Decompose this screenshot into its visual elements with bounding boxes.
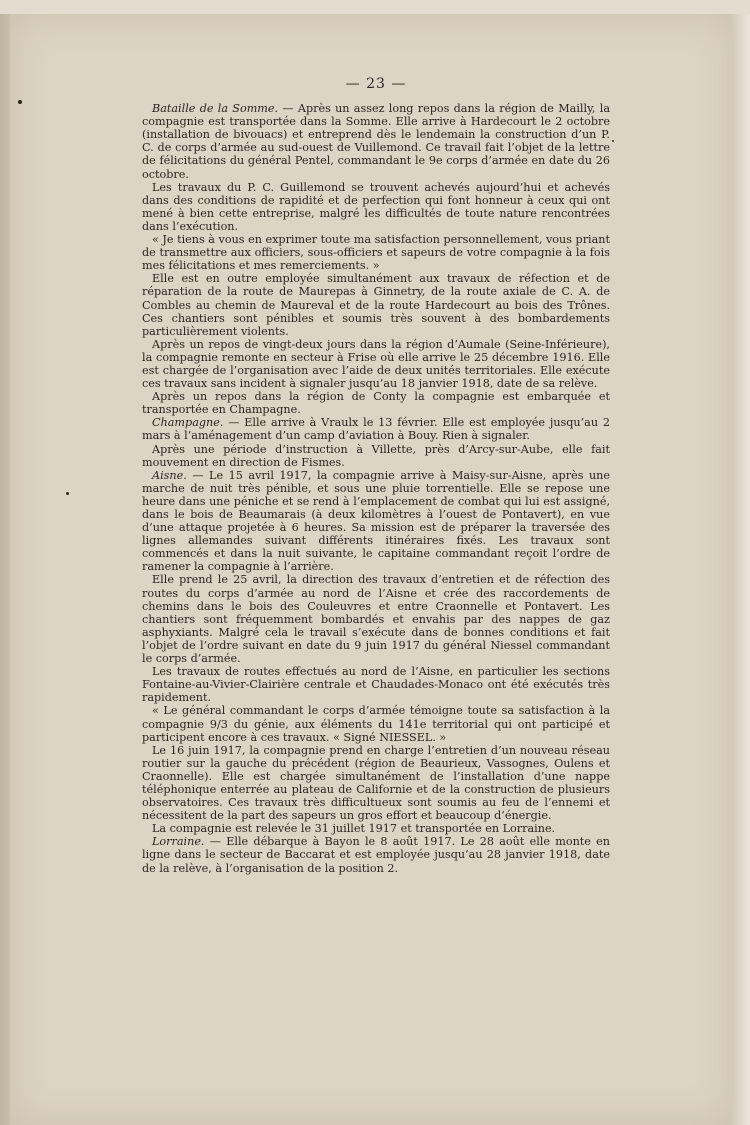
paragraph-text: Les travaux de routes effectués au nord de l’Aisne, en particulier les sections Fontaine-au-Vivier-Clairière centrale et Chaudades-Monaco ont été exécutés très rapidement.: [142, 665, 610, 705]
ink-speck: [18, 100, 22, 104]
section-heading: Bataille de la Somme.: [152, 102, 279, 116]
paragraph: [142, 181, 610, 233]
paragraph: [142, 704, 610, 743]
document-text: [142, 78, 610, 875]
paragraph: [142, 338, 610, 390]
paragraph-text: Après un repos de vingt-deux jours dans la région d’Aumale (Seine-Inférieure), la compagnie remonte en secteur à Frise où elle arrive le 25 décembre 1916. Elle est chargée de l’organisation avec l’aide de deux unités territoriales. Elle exécute ces travaux sans incident à signaler jusqu’au 18 janvier 1918, date de sa relève.: [142, 337, 610, 391]
paragraph: [142, 443, 610, 469]
paragraph-text: Les travaux du P. C. Guillemond se trouvent achevés aujourd’hui et achevés dans des conditions de rapidité et de perfection qui font honneur à ceux qui ont mené à bien cette entreprise, malgré les difficultés de toute nature rencontrées dans l’exécution.: [142, 180, 610, 233]
paragraph-champagne: [142, 416, 610, 442]
page-edge: [732, 14, 750, 1125]
section-heading: Aisne.: [152, 468, 187, 482]
paragraph: [142, 665, 610, 704]
paragraph-text: Elle prend le 25 avril, la direction des travaux d’entretien et de réfection des routes du corps d’armée au nord de l’Aisne et crée des raccordements de chemins dans le bois des Couleuvres et entre Craonnelle et Pontavert. Les chantiers sont fréquemment bombardés et envahis par des nappes de gaz asphyxiants. Malgré cela le travail s’exécute dans de bonnes conditions et fait l’objet de l’ordre suivant en date du 9 juin 1917 du général Niessel commandant le corps d’armée.: [142, 573, 610, 666]
paragraph-text: Elle est en outre employée simultanément aux travaux de réfection et de réparation de la route de Maurepas à Ginnetry, de la route axiale de C. A. de Combles au chemin de Maureval et de la route Hardecourt au bois des Trônes. Ces chantiers sont pénibles et soumis très souvent à des bombardements particulièrement violents.: [142, 272, 610, 338]
paragraph-text: — Le 15 avril 1917, la compagnie arrive à Maisy-sur-Aisne, après une marche de nuit très pénible, et sous une pluie torrentielle. Elle se repose une heure dans une péniche et se rend à l’emplacement de combat qui lui est assigné, dans le bois de Beaumarais (à deux kilomètres à l’ouest de Pontavert), en vue d’une attaque projetée à 6 heures. Sa mission est de préparer la traversée des lignes allemandes suivant différents itinéraires fixés. Les travaux sont commencés et dans la nuit suivante, le capitaine commandant reçoit l’ordre de ramener la compagnie à l’arrière.: [142, 468, 610, 574]
page-number: — 23 —: [345, 76, 407, 92]
paragraph-aisne: [142, 469, 610, 574]
paragraph-text: La compagnie est relevée le 31 juillet 1917 et transportée en Lorraine.: [152, 822, 556, 836]
paragraph: [142, 233, 610, 272]
section-heading: Champagne.: [152, 416, 224, 430]
paragraph-text: — Elle arrive à Vraulx le 13 février. Elle est employée jusqu’au 2 mars à l’aménagement d’un camp d’aviation à Bouy. Rien à signaler.: [142, 416, 610, 443]
paragraph: [142, 390, 610, 416]
paragraph-text: « Le général commandant le corps d’armée témoigne toute sa satisfaction à la compagnie 9/3 du génie, aux éléments du 141e territorial qui ont participé et participent encore à ces travaux. « Signé NIESSEL. »: [142, 704, 610, 744]
ink-speck: [66, 492, 69, 495]
paragraph-text: « Je tiens à vous en exprimer toute ma satisfaction personnellement, vous priant de transmettre aux officiers, sous-officiers et sapeurs de votre compagnie à la fois mes félicitations et mes remerciements. »: [142, 233, 610, 273]
paragraph: [142, 822, 610, 835]
paragraph-somme: [142, 102, 610, 181]
paragraph-text: — Après un assez long repos dans la région de Mailly, la compagnie est transportée dans la Somme. Elle arrive à Hardecourt le 2 octobre (installation de bivouacs) et entreprend dès le lendemain la construction d’un P. C. de corps d’armée au sud-ouest de Vuillemond. Ce travail fait l’objet de la lettre de félicitations du général Pentel, commandant le 9e corps d’armée en date du 26 octobre.: [142, 102, 611, 181]
paragraph: [142, 573, 610, 665]
paragraph-lorraine: [142, 835, 610, 874]
paragraph-text: Le 16 juin 1917, la compagnie prend en charge l’entretien d’un nouveau réseau routier sur la gauche du précédent (région de Beaurieux, Vassognes, Oulens et Craonnelle). Elle est chargée simultanément de l’installation d’une nappe téléphonique enterrée au plateau de Californie et de la construction de plusieurs observatoires. Ces travaux très difficultueux sont soumis au feu de l’ennemi et nécessitent de la part des sapeurs un gros effort et beaucoup d’énergie.: [142, 743, 610, 823]
paragraph-text: Après un repos dans la région de Conty la compagnie est embarquée et transportée en Champagne.: [142, 390, 610, 417]
paragraph-text: Après une période d’instruction à Villette, près d’Arcy-sur-Aube, elle fait mouvement en direction de Fismes.: [142, 442, 610, 469]
paragraph: [142, 744, 610, 823]
paragraph-text: — Elle débarque à Bayon le 8 août 1917. Le 28 août elle monte en ligne dans le secteur de Baccarat et est employée jusqu’au 28 janvier 1918, date de la relève, à l’organisation de la position 2.: [142, 835, 610, 875]
paragraph: [142, 272, 610, 337]
section-heading: Lorraine.: [152, 835, 205, 849]
ink-speck: [612, 140, 614, 142]
